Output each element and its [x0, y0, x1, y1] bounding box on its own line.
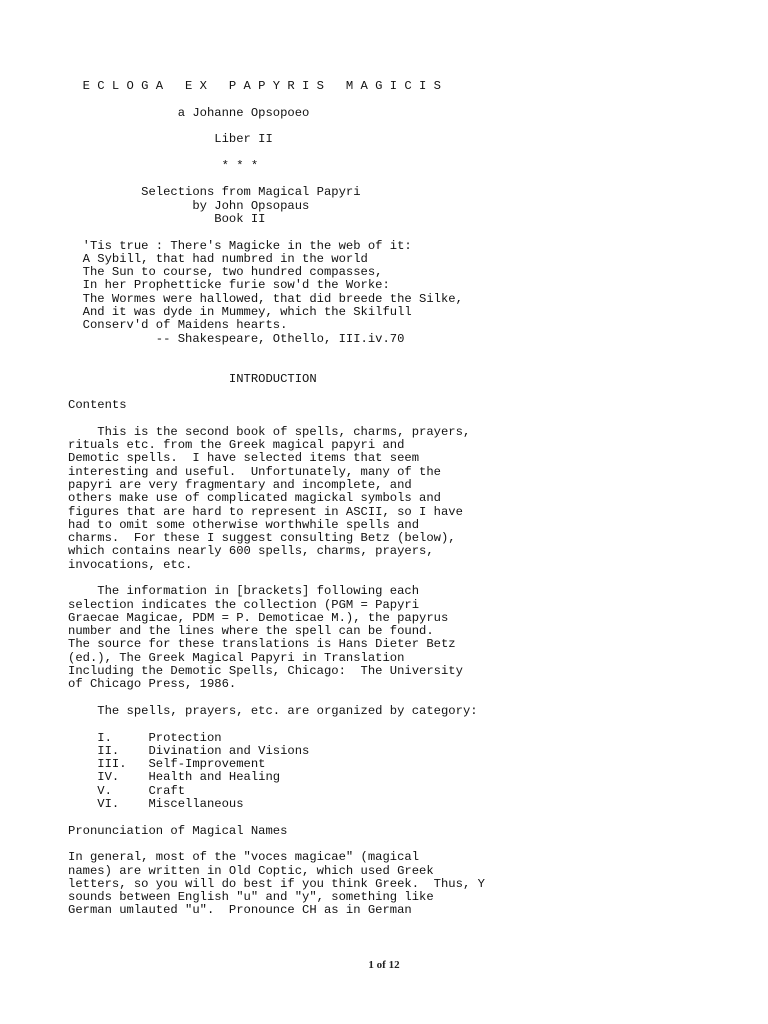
- epigraph: [68, 240, 758, 346]
- epigraph-line: And it was dyde in Mummey, which the Skilfull: [68, 305, 412, 320]
- paragraph-line: names) are written in Old Coptic, which used Greek: [68, 863, 434, 878]
- spacer: [68, 146, 758, 159]
- paragraph-line: This is the second book of spells, charms, prayers,: [68, 424, 471, 439]
- spacer: [68, 120, 758, 133]
- english-author: by John Opsopaus: [68, 198, 310, 213]
- epigraph-line: 'Tis true : There's Magicke in the web of it:: [68, 238, 412, 253]
- paragraph-line: papyri are very fragmentary and incomplete, and: [68, 477, 412, 492]
- spacer: [68, 226, 758, 239]
- paragraph-line: others make use of complicated magickal symbols and: [68, 491, 441, 506]
- spacer: [68, 346, 758, 359]
- paragraph-line: figures that are hard to represent in ASCII, so I have: [68, 504, 463, 519]
- list-item: II. Divination and Visions: [68, 743, 310, 758]
- paragraph-line: invocations, etc.: [68, 557, 193, 572]
- list-item: I. Protection: [68, 730, 222, 745]
- epigraph-line: The Sun to course, two hundred compasses,: [68, 265, 383, 280]
- section-stars: * * *: [68, 158, 259, 173]
- spacer: [68, 692, 758, 705]
- epigraph-attribution: -- Shakespeare, Othello, III.iv.70: [68, 331, 405, 346]
- paragraph-line: rituals etc. from the Greek magical papyri and: [68, 438, 405, 453]
- liber-label: Liber II: [68, 132, 273, 147]
- paragraph-line: German umlauted "u". Pronounce CH as in German: [68, 903, 412, 918]
- paragraph-line: The source for these translations is Hans Dieter Betz: [68, 637, 456, 652]
- paragraph-line: Demotic spells. I have selected items that seem: [68, 451, 420, 466]
- list-item: III. Self-Improvement: [68, 757, 266, 772]
- paragraph-pronunciation: [68, 851, 758, 917]
- spacer: [68, 173, 758, 186]
- epigraph-line: The Wormes were hallowed, that did breede the Silke,: [68, 291, 463, 306]
- epigraph-line: Conserv'd of Maidens hearts.: [68, 318, 288, 333]
- paragraph-line: Graecae Magicae, PDM = P. Demoticae M.), the papyrus: [68, 610, 449, 625]
- epigraph-line: A Sybill, that had numbred in the world: [68, 251, 368, 266]
- latin-title: E C L O G A E X P A P Y R I S M A G I C I S: [68, 79, 441, 93]
- list-item: IV. Health and Healing: [68, 770, 281, 785]
- spacer: [68, 412, 758, 425]
- paragraph-line: The information in [brackets] following each: [68, 584, 420, 599]
- category-list: [68, 732, 758, 812]
- paragraph-line: letters, so you will do best if you think Greek. Thus, Y: [68, 876, 485, 891]
- paragraph-line: which contains nearly 600 spells, charms, prayers,: [68, 544, 434, 559]
- paragraph-intro: [68, 426, 758, 572]
- spacer: [68, 718, 758, 731]
- spacer: [68, 93, 758, 106]
- book-label: Book II: [68, 211, 266, 226]
- paragraph-line: had to omit some otherwise worthwhile spells and: [68, 517, 420, 532]
- paragraph-line: interesting and useful. Unfortunately, many of the: [68, 464, 441, 479]
- spacer: [68, 811, 758, 824]
- spacer: [68, 386, 758, 399]
- epigraph-line: In her Prophetticke furie sow'd the Worke:: [68, 278, 390, 293]
- introduction-heading: INTRODUCTION: [68, 371, 317, 386]
- paragraph-sources: [68, 585, 758, 691]
- pronunciation-heading: Pronunciation of Magical Names: [68, 823, 288, 838]
- paragraph-line: charms. For these I suggest consulting Betz (below),: [68, 531, 456, 546]
- paragraph-line: Including the Demotic Spells, Chicago: The University: [68, 664, 463, 679]
- list-item: VI. Miscellaneous: [68, 797, 244, 812]
- paragraph-line: sounds between English "u" and "y", something like: [68, 890, 434, 905]
- list-item: V. Craft: [68, 783, 186, 798]
- english-title: Selections from Magical Papyri: [68, 185, 361, 200]
- page-indicator: 1 of 12: [368, 959, 400, 971]
- categories-intro: The spells, prayers, etc. are organized by category:: [68, 703, 478, 718]
- paragraph-line: number and the lines where the spell can be found.: [68, 624, 434, 639]
- spacer: [68, 838, 758, 851]
- spacer: [68, 572, 758, 585]
- contents-heading: Contents: [68, 398, 127, 413]
- paragraph-line: In general, most of the "voces magicae" (magical: [68, 850, 420, 865]
- latin-author: a Johanne Opsopoeo: [68, 105, 310, 120]
- paragraph-line: (ed.), The Greek Magical Papyri in Translation: [68, 650, 405, 665]
- paragraph-line: selection indicates the collection (PGM = Papyri: [68, 597, 420, 612]
- spacer: [68, 359, 758, 372]
- paragraph-line: of Chicago Press, 1986.: [68, 677, 237, 692]
- document-page: [68, 80, 758, 918]
